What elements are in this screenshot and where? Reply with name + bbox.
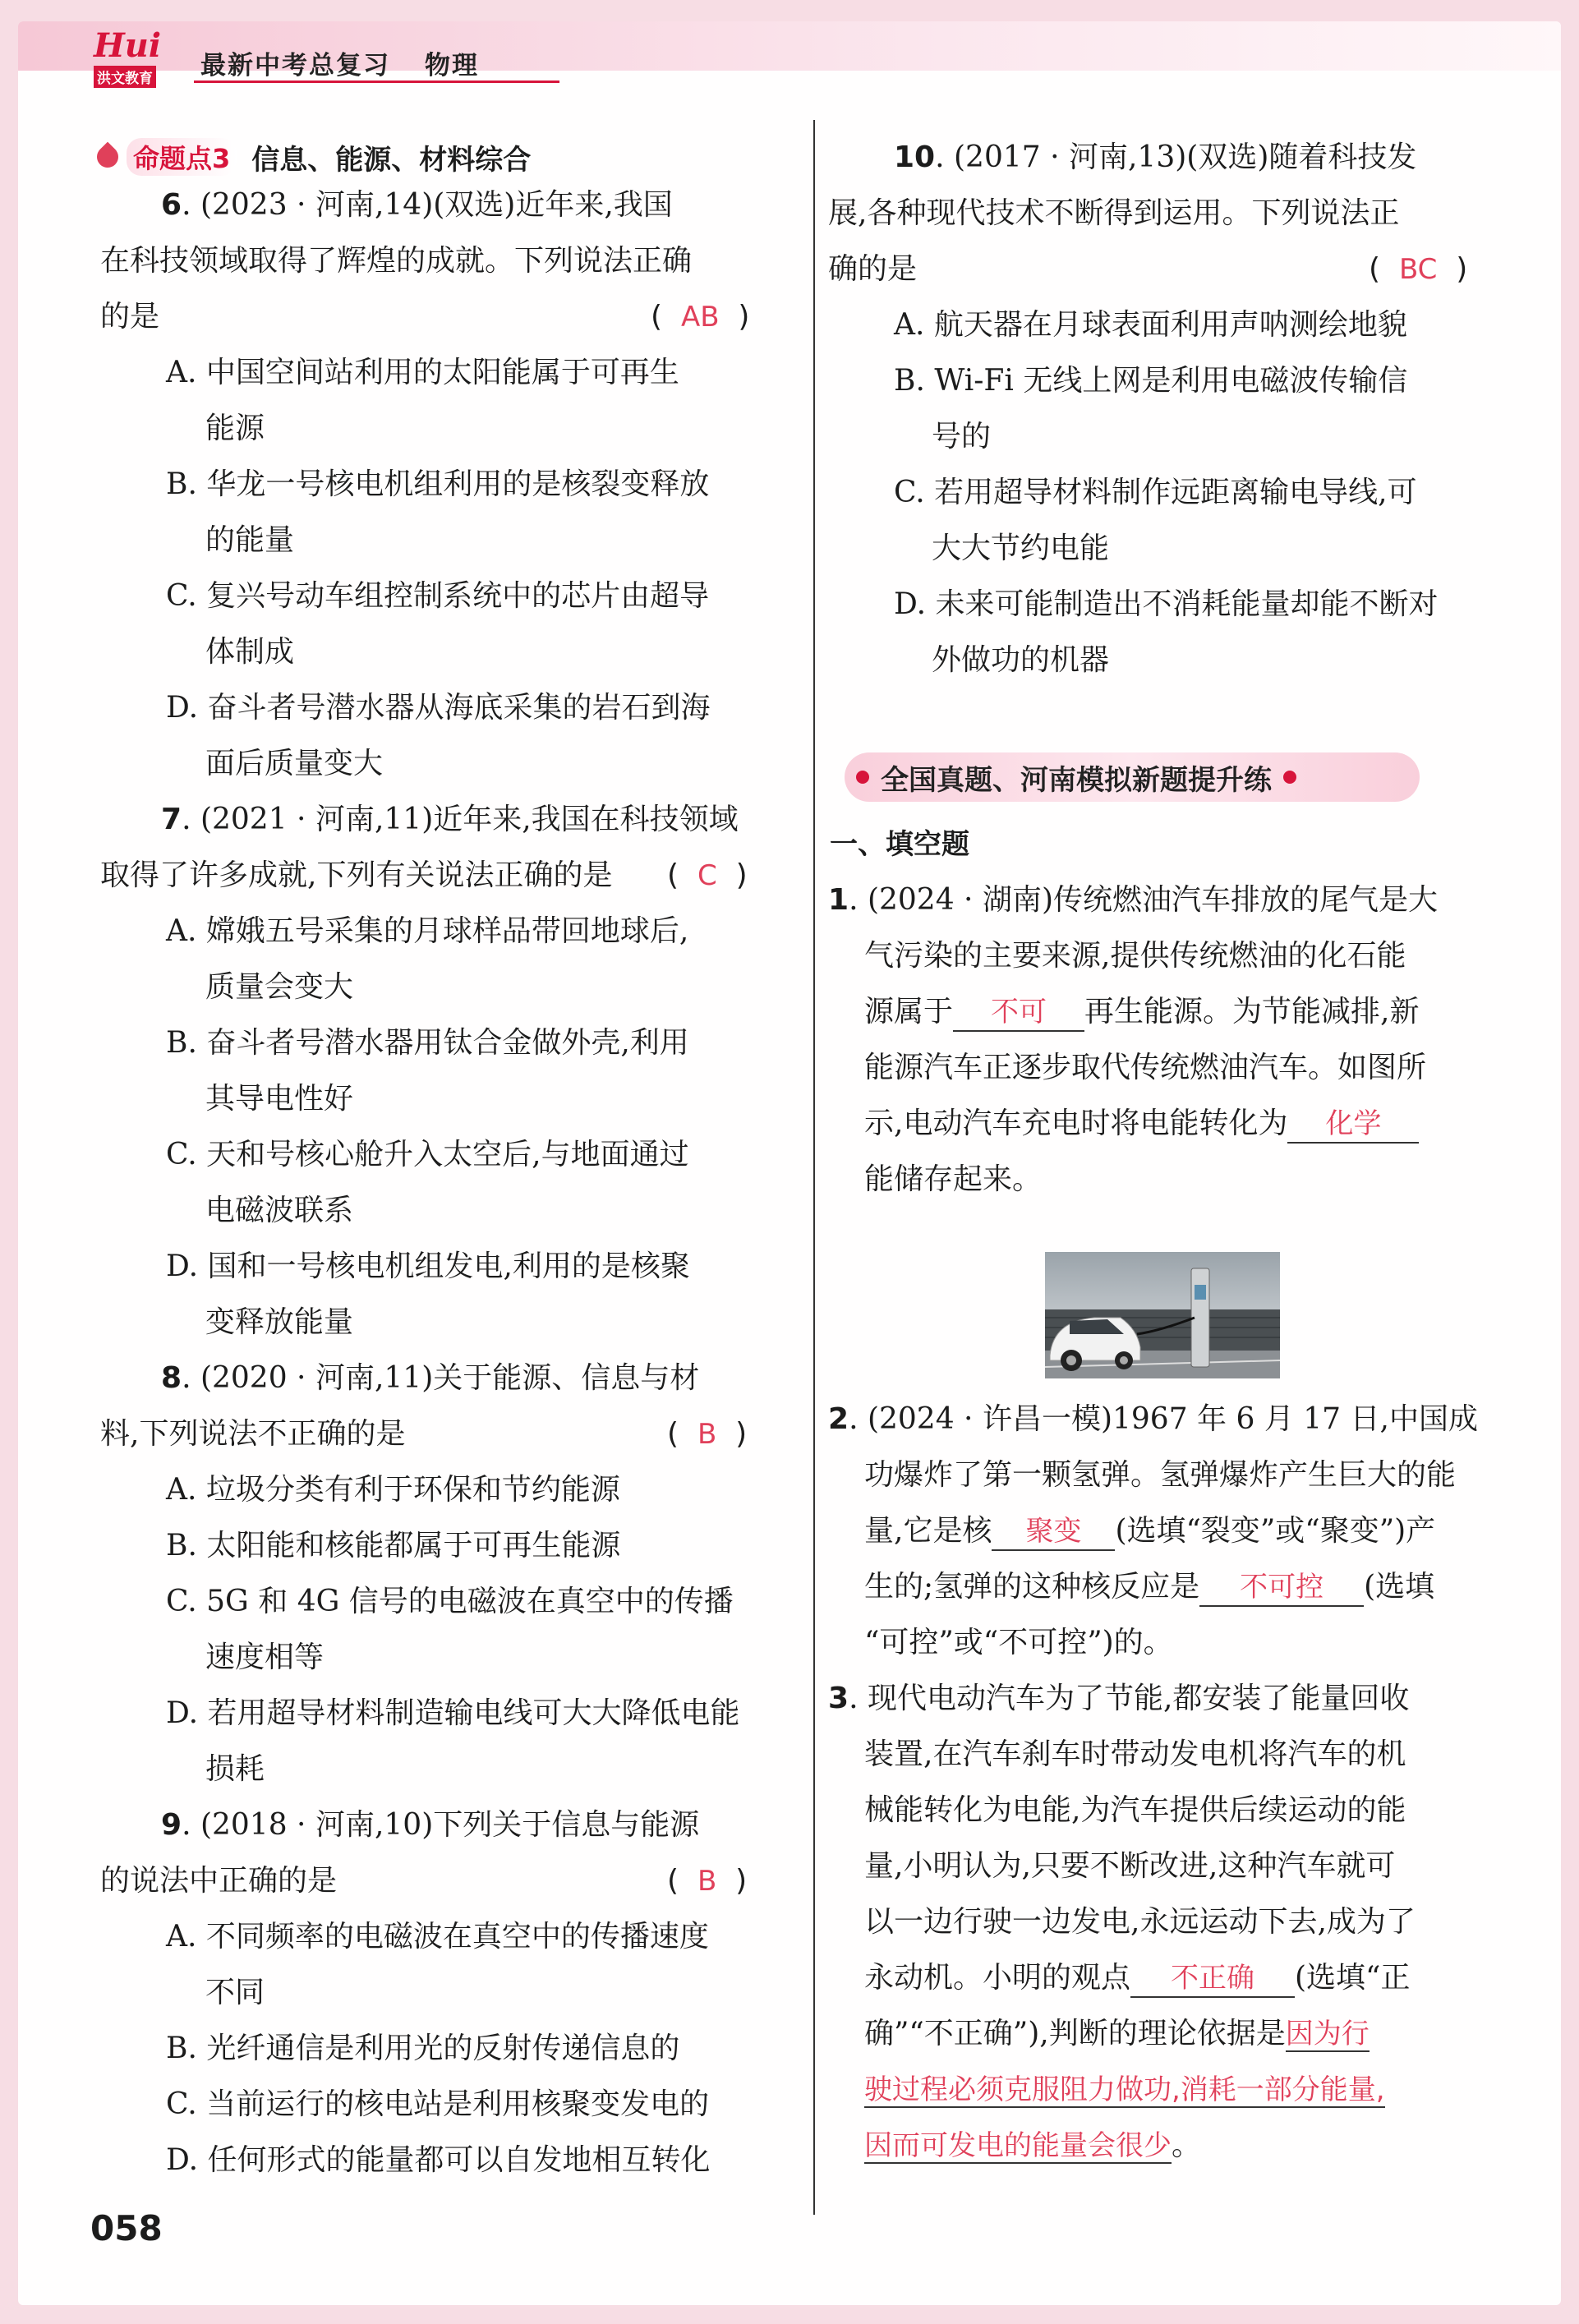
practice-banner: 全国真题、河南模拟新题提升练 — [845, 752, 1420, 802]
q8-line2: 料,下列说法不正确的是 — [100, 1417, 406, 1451]
right-column: 10. (2017 · 河南,13)(双选)随着科技发 展,各种现代技术不断得到运用。下列说法正 确的是 ( BC ) A. 航天器在月球表面利用声呐测绘地貌 B. Wi-Fi 无线上网是利用电磁波传输信 号的 C. 若用超导材料制作远距离输电导线,可 大大节约电能 D. 未来可能制造出不消耗能量却能不断对 外做功的机器 — [18, 21, 1561, 2239]
page — [18, 21, 1561, 2305]
q10-option-c: C. 若用超导材料制作远距离输电导线,可 — [894, 476, 1417, 509]
q10-option-b: B. Wi-Fi 无线上网是利用电磁波传输信 — [894, 364, 1408, 398]
f1-line1: 1. (2024 · 湖南)传统燃油汽车排放的尾气是大 — [828, 883, 1438, 917]
q7-option-d: D. 国和一号核电机组发电,利用的是核聚 — [166, 1249, 690, 1283]
f1-blank2: 化学 — [1287, 1106, 1419, 1144]
f2-blank1: 聚变 — [992, 1513, 1115, 1551]
subject-label: 物理 — [425, 51, 479, 81]
q7-answer: ( C ) — [667, 858, 748, 892]
q9-option-b: B. 光纤通信是利用光的反射传递信息的 — [166, 2032, 680, 2065]
q10-option-d: D. 未来可能制造出不消耗能量却能不断对 — [894, 587, 1439, 621]
q6-option-c: C. 复兴号动车组控制系统中的芯片由超导 — [166, 579, 710, 613]
f3-line1: 3. 现代电动汽车为了节能,都安装了能量回收 — [828, 1682, 1410, 1715]
f3-reason-part3: 因而可发电的能量会很少 — [864, 2129, 1172, 2162]
right-column-fill: 一、填空题 1. (2024 · 湖南)传统燃油汽车排放的尾气是大 气污染的主要来源,提供传统燃油的化石能 源属于 不可 再生能源。为节能减排,新 能源汽车正逐步取代传统燃油汽车。如图所 示,电动汽车充电时将电能转化为 化学 能储存起来。 — [18, 21, 1561, 2239]
q9-option-d: D. 任何形式的能量都可以自发地相互转化 — [166, 2143, 711, 2177]
q10-answer: ( BC ) — [1369, 252, 1468, 286]
f3-blank1: 不正确 — [1130, 1960, 1295, 1998]
q8-option-d: D. 若用超导材料制造输电线可大大降低电能 — [166, 1696, 740, 1730]
q8-option-b: B. 太阳能和核能都属于可再生能源 — [166, 1529, 621, 1562]
f1-blank1: 不可 — [953, 994, 1084, 1032]
book-title: 最新中考总复习 物理 — [200, 51, 479, 81]
q7-option-b: B. 奋斗者号潜水器用钛合金做外壳,利用 — [166, 1026, 689, 1060]
q8-option-c: C. 5G 和 4G 信号的电磁波在真空中的传播 — [166, 1585, 734, 1618]
left-column: 6. (2023 · 河南,14)(双选)近年来,我国 在科技领域取得了辉煌的成就。下列说法正确 的是 ( AB ) A. 中国空间站利用的太阳能属于可再生 能源 B. 华龙一号核电机组利用的是核裂变释放 的能量 C. 复兴号动车组控制系统中的芯片由超导 体制成 D. 奋斗者号潜水器从海底采集的岩石到海 面后质量变大 7. (2021 · 河南,11)近年来,我国在科技领域 取得了许多成就,下列有关说法正确的是 ( C ) A. 嫦娥五号采集的月球样品带回地球后, 质量会变大 B. 奋斗者号潜水器用钛合金做外壳,利用 其导电性好 C. 天和号核心舱升入太空后,与地面通过 电磁波联系 D. 国和一号核电机组发电,利用的是核聚 变释放能量 8. (2020 · 河南,11)关于能源、信息与材 料,下列说法不正确的是 ( B ) A. 垃圾分类有利于环保和节约能源 B. 太阳能和核能都属于可再生能源 C. 5G 和 4G 信号的电磁波在真空中的传播 速度相等 D. 若用超导材料制造输电线可大大降低电能 损耗 9. (2018 · 河南,10)下列关于信息与能源 的说法中正确的是 ( B ) A. 不同频率的电磁波在真空中的传播速度 不同 B. 光纤通信是利用光的反射传递信息的 C. 当前运行的核电站是利用核聚变发电的 D. 任何形式的能量都可以自发地相互转化 — [18, 21, 807, 2239]
f2-line1: 2. (2024 · 许昌一模)1967 年 6 月 17 日,中国成 — [828, 1402, 1478, 1436]
publisher-logo: Hui 洪文教育 — [94, 26, 162, 87]
q7-option-a: A. 嫦娥五号采集的月球样品带回地球后, — [166, 914, 689, 948]
q7-line1: 7. (2021 · 河南,11)近年来,我国在科技领域 — [161, 803, 739, 836]
q9-line2: 的说法中正确的是 — [100, 1864, 338, 1898]
f3-reason-part2: 驶过程必须克服阻力做功,消耗一部分能量, — [864, 2073, 1385, 2106]
q6-line3: 的是 — [100, 300, 160, 334]
q7-line2: 取得了许多成就,下列有关说法正确的是 — [100, 858, 613, 892]
q6-option-d: D. 奋斗者号潜水器从海底采集的岩石到海 — [166, 691, 711, 725]
page-number: 058 — [90, 2208, 163, 2248]
q10-line3: 确的是 — [828, 252, 918, 286]
q8-answer: ( B ) — [667, 1417, 748, 1451]
q6-option-b: B. 华龙一号核电机组利用的是核裂变释放 — [166, 467, 710, 501]
q8-line1: 8. (2020 · 河南,11)关于能源、信息与材 — [161, 1361, 700, 1395]
q7-option-c: C. 天和号核心舱升入太空后,与地面通过 — [166, 1138, 689, 1171]
q10-line2: 展,各种现代技术不断得到运用。下列说法正 — [828, 196, 1400, 230]
f2-blank2: 不可控 — [1199, 1569, 1364, 1607]
q9-option-c: C. 当前运行的核电站是利用核聚变发电的 — [166, 2087, 710, 2121]
q6-answer: ( AB ) — [651, 300, 750, 334]
q8-option-a: A. 垃圾分类有利于环保和节约能源 — [166, 1473, 620, 1507]
q9-answer: ( B ) — [667, 1864, 748, 1898]
topic-badge: 命题点3 — [127, 138, 237, 176]
q9-line1: 9. (2018 · 河南,10)下列关于信息与能源 — [161, 1808, 700, 1842]
right-column-fill-2: 2. (2024 · 许昌一模)1967 年 6 月 17 日,中国成 功爆炸了第一颗氢弹。氢弹爆炸产生巨大的能 量,它是核 聚变 (选填“裂变”或“聚变”)产 生的;氢弹的这种核反应是 不可控 (选填 “可控”或“不可控”)的。 3. 现代电动汽车为了节能,都安装了能量回收 装置,在汽车刹车时带动发电机将汽车的机 械能转化为电能,为汽车提供后续运动的能 量,小明认为,只要不断改进,这种汽车就可 以一边行驶一边发电,永远运动下去,成为了 永动机。小明的观点 不正确 (选填“正 确”“不正确”),判断的理论依据是因为行 驶过程必须克服阻力做功,消耗一部分能量, 因而可发电的能量会很少。 — [18, 21, 1561, 2239]
topic-title: 信息、能源、材料综合 — [251, 143, 532, 177]
section-heading: 一、填空题 — [830, 828, 969, 861]
q6-option-a: A. 中国空间站利用的太阳能属于可再生 — [166, 356, 679, 389]
f3-reason-part1: 因为行 — [1285, 2018, 1370, 2050]
q6-line2: 在科技领域取得了辉煌的成就。下列说法正确 — [100, 244, 693, 278]
q10-line1: 10. (2017 · 河南,13)(双选)随着科技发 — [894, 140, 1417, 174]
q9-option-a: A. 不同频率的电磁波在真空中的传播速度 — [166, 1920, 709, 1954]
q10-option-a: A. 航天器在月球表面利用声呐测绘地貌 — [894, 308, 1407, 342]
q6-line1: 6. (2023 · 河南,14)(双选)近年来,我国 — [161, 188, 673, 222]
